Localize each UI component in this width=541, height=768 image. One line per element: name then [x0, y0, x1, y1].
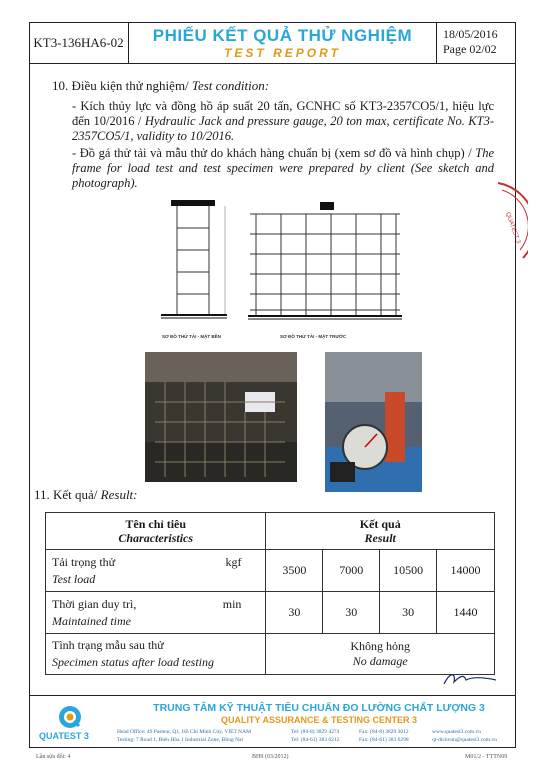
- svg-text:QUATEST 3: QUATEST 3: [504, 211, 521, 245]
- report-date: 18/05/2016: [443, 27, 498, 41]
- specimen-status-label: Tình trạng mẫu sau thử Specimen status after load testing: [46, 634, 266, 675]
- photo-specimen-frame: [145, 352, 297, 482]
- report-title: [129, 22, 436, 63]
- page-number: Page 02/02: [443, 42, 497, 56]
- section-11-heading: 11. Kết quả/ Result:: [34, 487, 138, 502]
- sketch-side-view: [157, 190, 239, 340]
- title-vn: PHIẾU KẾT QUẢ THỬ NGHIỆM: [152, 26, 413, 45]
- test-load-unit: kgf: [225, 555, 242, 569]
- test-frame-bullet: - Đồ gá thử tải và mẫu thử do khách hàng chuẩn bị (xem sơ đồ và hình chụp) / The frame for load test and test specimen were prepared by client (See sketch and photograph).: [72, 146, 494, 190]
- website-link[interactable]: www.quatest3.com.vn: [432, 729, 481, 735]
- quatest-logo-icon: [57, 704, 83, 730]
- fax-testing: Fax: (84-61) 383 6298: [359, 737, 409, 743]
- title-en: TEST REPORT: [224, 46, 341, 60]
- table-cell: 10500: [380, 550, 437, 592]
- table-cell: 7000: [323, 550, 380, 592]
- table-row: [46, 592, 495, 634]
- footer: [29, 695, 516, 748]
- testing-address: Testing: 7 Road 1, Biên Hòa 1 Industrial Zone, Đồng Nai: [117, 737, 244, 743]
- revision-label: Lần sửa đổi: 4: [36, 754, 71, 760]
- table-cell: 30: [266, 592, 323, 634]
- table-row: [46, 634, 495, 675]
- sketch-front-view: [246, 200, 404, 335]
- fax-head-office: Fax: (84-8) 3829 3012: [359, 729, 409, 735]
- maintained-time-label: Thời gian duy trì, Maintained time min: [46, 592, 266, 634]
- form-code: M01/2 - TTTN09: [465, 754, 508, 760]
- org-name-vn: TRUNG TÂM KỸ THUẬT TIÊU CHUẨN ĐO LƯỜNG CHẤT LƯỢNG 3: [153, 702, 485, 714]
- characteristics-header: Tên chỉ tiêu Characteristics: [46, 513, 266, 550]
- table-cell: 30: [380, 592, 437, 634]
- org-name-en: QUALITY ASSURANCE & TESTING CENTER 3: [220, 715, 418, 725]
- photo-pressure-gauge: [325, 352, 422, 492]
- table-cell: 3500: [266, 550, 323, 592]
- signature: [440, 668, 500, 690]
- side-sketch-caption: SƠ ĐỒ THỬ TẢI - MẶT BÊN: [162, 334, 221, 339]
- red-stamp: [488, 178, 528, 268]
- result-header: Kết quả Result: [266, 513, 495, 550]
- table-cell: 14000: [437, 550, 495, 592]
- tel-testing: Tel: (84-61) 383 6212: [291, 737, 340, 743]
- table-row: [46, 550, 495, 592]
- head-office-address: Head Office: 49 Pasteur, Q1, Hồ Chí Minh City, VIET NAM: [117, 729, 252, 735]
- section-10-heading: 10. Điều kiện thử nghiệm/ Test condition:: [52, 78, 270, 93]
- report-code: KT3-136HA6-02: [29, 22, 129, 63]
- report-meta: [436, 22, 516, 63]
- specimen-status-value: Không hỏng No damage: [266, 634, 495, 675]
- logo-text: QUATEST 3: [39, 731, 89, 741]
- results-table: [45, 512, 495, 675]
- email-link[interactable]: qt-dichvun@quatest3.com.vn: [432, 737, 497, 743]
- test-load-label: Tải trọng thử Test load kgf: [46, 550, 266, 592]
- table-cell: 1440: [437, 592, 495, 634]
- table-header-row: [46, 513, 495, 550]
- form-date: BH9 (03/2012): [252, 754, 289, 760]
- report-header: [29, 22, 516, 64]
- test-equipment-bullet: - Kích thủy lực và đồng hồ áp suất 20 tấn, GCNHC số KT3-2357CO5/1, hiệu lực đến 10/2016 / Hydraulic Jack and pressure gauge, 20 ton max, certificate No. KT3-2357CO5/1, validity to 10/2016.: [72, 99, 495, 143]
- maintained-time-unit: min: [222, 597, 242, 611]
- tel-head-office: Tel: (84-8) 3829 4274: [291, 729, 340, 735]
- front-sketch-caption: SƠ ĐỒ THỬ TẢI - MẶT TRƯỚC: [280, 334, 347, 339]
- table-cell: 30: [323, 592, 380, 634]
